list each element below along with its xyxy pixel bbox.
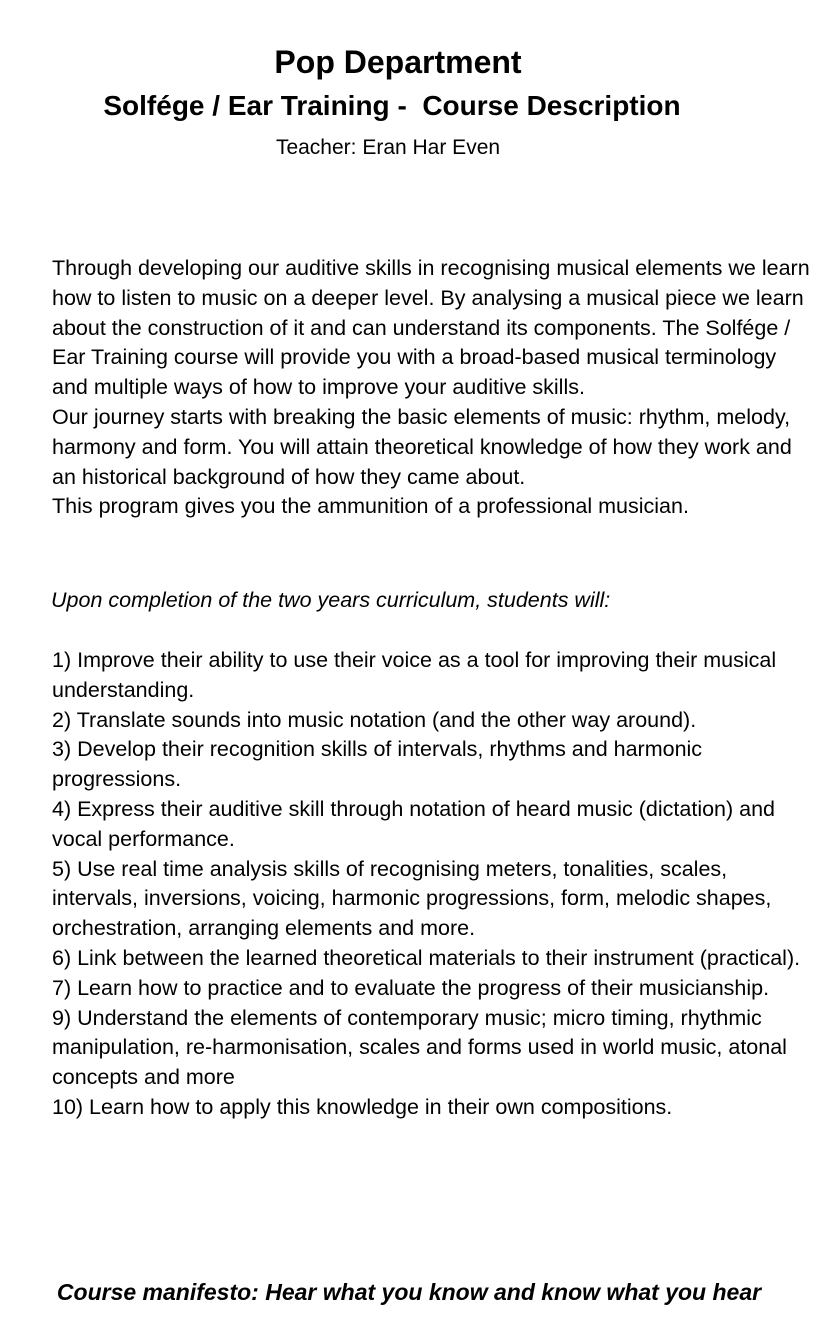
- outcome-item: 1) Improve their ability to use their voice as a tool for improving their musical understanding.: [52, 648, 777, 702]
- intro-paragraph: This program gives you the ammunition of a professional musician.: [52, 494, 689, 519]
- intro-section: [52, 254, 812, 522]
- outcomes-list: [52, 646, 812, 1123]
- page-title: Pop Department: [274, 44, 522, 80]
- course-manifesto: Course manifesto: Hear what you know and know what you hear: [56, 1279, 762, 1305]
- outcome-item: 9) Understand the elements of contemporary music; micro timing, rhythmic manipulation, re-harmonisation, scales and forms used in world music, atonal concepts and more: [52, 1005, 787, 1090]
- outcomes-lead: Upon completion of the two years curriculum, students will:: [51, 588, 611, 612]
- outcome-item: 5) Use real time analysis skills of recognising meters, tonalities, scales, intervals, inversions, voicing, harmonic progressions, form, melodic shapes, orchestration, arranging elements and more.: [52, 856, 772, 941]
- outcome-item: 4) Express their auditive skill through notation of heard music (dictation) and vocal performance.: [52, 796, 776, 851]
- teacher-name: Teacher: Eran Har Even: [275, 136, 501, 159]
- outcome-item: 2) Translate sounds into music notation (and the other way around).: [52, 707, 697, 732]
- intro-paragraph: Through developing our auditive skills in recognising musical elements we learn how to listen to music on a deeper level. By analysing a musical piece we learn about the construction of it and can understand its components. The Solfége / Ear Training course will provide you with a broad-based musical terminology and multiple ways of how to improve your auditive skills.: [52, 256, 810, 400]
- intro-paragraph: Our journey starts with breaking the basic elements of music: rhythm, melody, harmony and form. You will attain theoretical knowledge of how they work and an historical background of how they came about.: [52, 404, 792, 489]
- outcome-item: 3) Develop their recognition skills of intervals, rhythms and harmonic progressions.: [52, 737, 703, 792]
- outcome-item: 10) Learn how to apply this knowledge in their own compositions.: [52, 1094, 673, 1119]
- course-subtitle: Solfége / Ear Training - Course Description: [103, 90, 681, 121]
- outcome-item: 7) Learn how to practice and to evaluate the progress of their musicianship.: [52, 975, 770, 1000]
- outcome-item: 6) Link between the learned theoretical materials to their instrument (practical).: [52, 945, 801, 970]
